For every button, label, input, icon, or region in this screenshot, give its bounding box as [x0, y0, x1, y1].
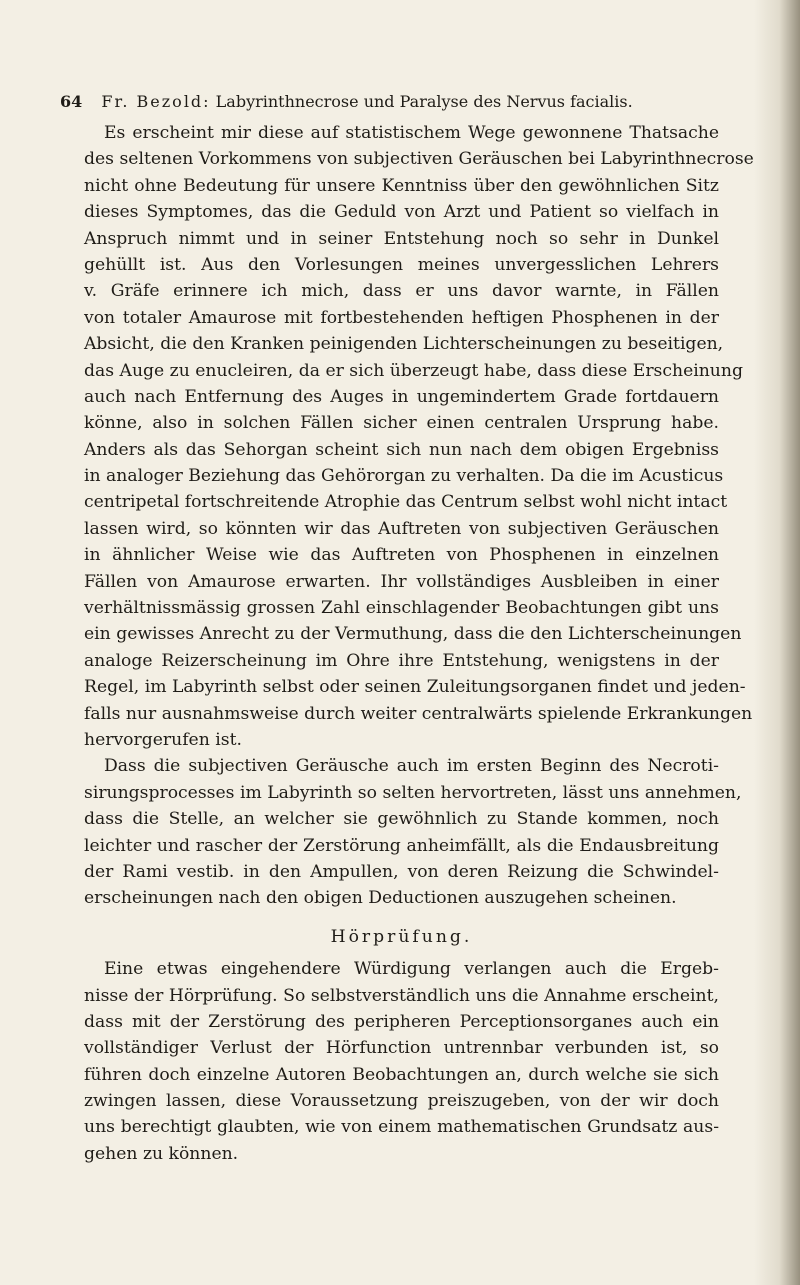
page-edge-shadow [754, 0, 800, 1285]
text-line: lassen wird, so könnten wir das Auftreten von subjectiven Geräuschen [84, 518, 719, 539]
text-line: des seltenen Vorkommens von subjectiven Geräuschen bei Labyrinthnecrose [84, 149, 754, 170]
text-line: hervorgerufen ist. [84, 729, 242, 750]
text-line: centripetal fortschreitende Atrophie das Centrum selbst wohl nicht intact [84, 492, 728, 513]
header-title: Labyrinthnecrose und Paralyse des Nervus facialis. [215, 92, 633, 111]
text-line: führen doch einzelne Autoren Beobachtungen an, durch welche sie sich [84, 1064, 719, 1085]
paragraph-1 [84, 120, 754, 753]
text-line: Regel, im Labyrinth selbst oder seinen Zuleitungsorganen findet und jeden- [84, 677, 746, 698]
text-line: Absicht, die den Kranken peinigenden Lichterscheinungen zu beseitigen, [84, 334, 724, 355]
text-line: leichter und rascher der Zerstörung anheimfällt, als die Endausbreitung [84, 835, 719, 856]
text-line: erscheinungen nach den obigen Deductionen auszugehen scheinen. [84, 888, 677, 909]
paragraph-2 [84, 753, 742, 911]
text-line: Anspruch nimmt und in seiner Entstehung noch so sehr in Dunkel [84, 228, 719, 249]
page-number: 64 [60, 92, 83, 111]
text-line: Dass die subjectiven Geräusche auch im ersten Beginn des Necroti- [104, 756, 719, 777]
body-text [84, 120, 754, 1167]
text-line: nicht ohne Bedeutung für unsere Kenntniss über den gewöhnlichen Sitz [84, 175, 719, 196]
section-heading: Hörprüfung. [330, 926, 473, 947]
text-line: nisse der Hörprüfung. So selbstverständlich uns die Annahme erscheint, [84, 985, 719, 1006]
text-line: Anders als das Sehorgan scheint sich nun nach dem obigen Ergebniss [84, 439, 719, 460]
text-line: sirungsprocesses im Labyrinth so selten hervortreten, lässt uns annehmen, [84, 782, 742, 803]
text-line: Es erscheint mir diese auf statistischem Wege gewonnene Thatsache [104, 123, 719, 143]
text-line: das Auge zu enucleiren, da er sich überzeugt habe, dass diese Erscheinung [84, 360, 743, 381]
text-line: dieses Symptomes, das die Geduld von Arzt und Patient so vielfach in [84, 202, 719, 223]
running-header [60, 92, 710, 112]
text-line: zwingen lassen, diese Voraussetzung preiszugeben, von der wir doch [84, 1091, 719, 1112]
text-line: in ähnlicher Weise wie das Auftreten von Phosphenen in einzelnen [84, 545, 719, 566]
text-line: der Rami vestib. in den Ampullen, von deren Reizung die Schwindel- [84, 861, 719, 882]
text-line: gehüllt ist. Aus den Vorlesungen meines unvergesslichen Lehrers [84, 254, 719, 275]
text-line: gehen zu können. [84, 1143, 239, 1164]
text-line: könne, also in solchen Fällen sicher einen centralen Ursprung habe. [84, 413, 719, 434]
text-line: von totaler Amaurose mit fortbestehenden heftigen Phosphenen in der [84, 307, 719, 328]
text-line: Eine etwas eingehendere Würdigung verlangen auch die Ergeb- [104, 959, 719, 980]
header-author: Fr. Bezold: [101, 92, 211, 111]
text-line: dass mit der Zerstörung des peripheren Perceptionsorganes auch ein [84, 1011, 719, 1032]
text-line: dass die Stelle, an welcher sie gewöhnlich zu Stande kommen, noch [84, 809, 719, 830]
text-line: v. Gräfe erinnere ich mich, dass er uns davor warnte, in Fällen [84, 281, 719, 302]
text-line: in analoger Beziehung das Gehörorgan zu verhalten. Da die im Acusticus [84, 466, 724, 487]
text-line: auch nach Entfernung des Auges in ungemindertem Grade fortdauern [84, 386, 719, 407]
text-line: ein gewisses Anrecht zu der Vermuthung, dass die den Lichterscheinungen [84, 624, 742, 645]
paragraph-3 [84, 956, 719, 1167]
text-line: verhältnissmässig grossen Zahl einschlagender Beobachtungen gibt uns [84, 598, 719, 619]
text-line: falls nur ausnahmsweise durch weiter centralwärts spielende Erkrankungen [84, 703, 753, 724]
text-line: Fällen von Amaurose erwarten. Ihr vollständiges Ausbleiben in einer [84, 571, 719, 592]
text-line: uns berechtigt glaubten, wie von einem mathematischen Grundsatz aus- [84, 1117, 719, 1138]
text-line: analoge Reizerscheinung im Ohre ihre Entstehung, wenigstens in der [84, 650, 719, 671]
text-line: vollständiger Verlust der Hörfunction untrennbar verbunden ist, so [84, 1038, 719, 1059]
